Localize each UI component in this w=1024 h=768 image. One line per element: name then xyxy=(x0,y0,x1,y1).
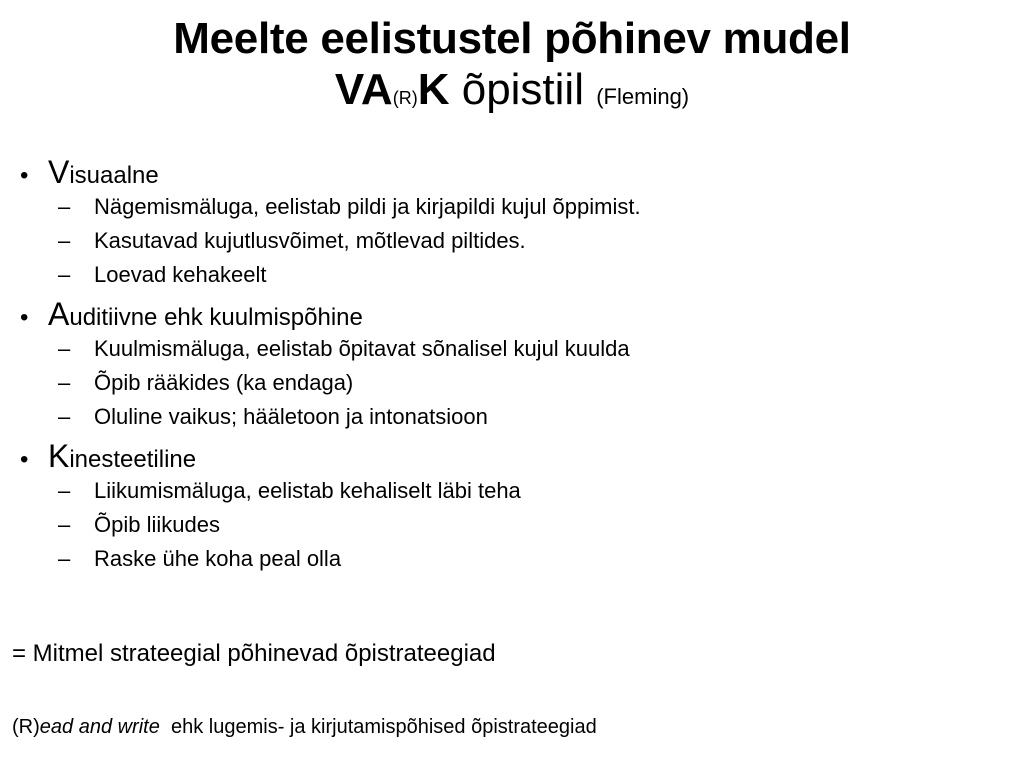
sub-item xyxy=(20,370,1010,404)
sub-item-text: Õpib rääkides (ka endaga) xyxy=(94,370,354,395)
sub-item-text: Liikumismäluga, eelistab kehaliselt läbi teha xyxy=(94,478,521,503)
title-fleming: (Fleming) xyxy=(596,84,690,110)
dash: – xyxy=(58,546,71,571)
title-r-subscript: (R) xyxy=(392,88,418,109)
bullet-letter: V xyxy=(48,154,70,190)
sub-item xyxy=(20,228,1010,262)
sub-item-text: Oluline vaikus; hääletoon ja intonatsioon xyxy=(94,404,488,429)
sub-item-text: Nägemismäluga, eelistab pildi ja kirjapildi kujul õppimist. xyxy=(94,194,641,219)
sub-item-text: Õpib liikudes xyxy=(94,512,220,537)
bullet-text: uditiivne ehk kuulmispõhine xyxy=(69,304,363,331)
title-line-1: Meelte eelistustel põhinev mudel xyxy=(173,14,851,63)
bullet-dot: • xyxy=(20,162,29,189)
dash: – xyxy=(58,370,71,395)
bullet-list xyxy=(20,154,1010,580)
title-k: K xyxy=(417,65,450,115)
title-line-2 xyxy=(0,65,1024,114)
bullet-letter: K xyxy=(48,438,70,474)
dash: – xyxy=(58,336,71,361)
sub-item xyxy=(20,262,1010,296)
title-va: VA xyxy=(334,65,393,115)
sub-item xyxy=(20,478,1010,512)
dash: – xyxy=(58,404,71,429)
sub-item-text: Kasutavad kujutlusvõimet, mõtlevad piltides. xyxy=(94,228,526,253)
strategies-note: = Mitmel strateegial põhinevad õpistrateegiad xyxy=(12,640,496,667)
dash: – xyxy=(58,228,71,253)
read-write-note xyxy=(12,716,597,739)
sub-item-text: Kuulmismäluga, eelistab õpitavat sõnalisel kujul kuulda xyxy=(94,336,630,361)
bullet-text: isuaalne xyxy=(69,162,159,189)
dash: – xyxy=(58,478,71,503)
slide-title xyxy=(0,14,1024,115)
dash: – xyxy=(58,262,71,287)
read-write-prefix: (R) xyxy=(12,716,40,738)
title-opistiil: õpistiil xyxy=(461,65,584,115)
read-write-italic: ead and write xyxy=(39,716,160,738)
sub-item xyxy=(20,336,1010,370)
bullet-text: inesteetiline xyxy=(69,446,197,473)
dash: – xyxy=(58,512,71,537)
bullet-dot: • xyxy=(20,304,29,331)
bullet-kinesthetic xyxy=(20,438,1010,478)
dash: – xyxy=(58,194,71,219)
bullet-auditory xyxy=(20,296,1010,336)
bullet-letter: A xyxy=(48,296,70,332)
sub-item xyxy=(20,194,1010,228)
read-write-rest: ehk lugemis- ja kirjutamispõhised õpistrateegiad xyxy=(170,716,597,738)
bullet-dot: • xyxy=(20,446,29,473)
sub-item xyxy=(20,546,1010,580)
sub-item-text: Loevad kehakeelt xyxy=(94,262,267,287)
bullet-visual xyxy=(20,154,1010,194)
sub-item xyxy=(20,404,1010,438)
sub-item xyxy=(20,512,1010,546)
sub-item-text: Raske ühe koha peal olla xyxy=(94,546,342,571)
